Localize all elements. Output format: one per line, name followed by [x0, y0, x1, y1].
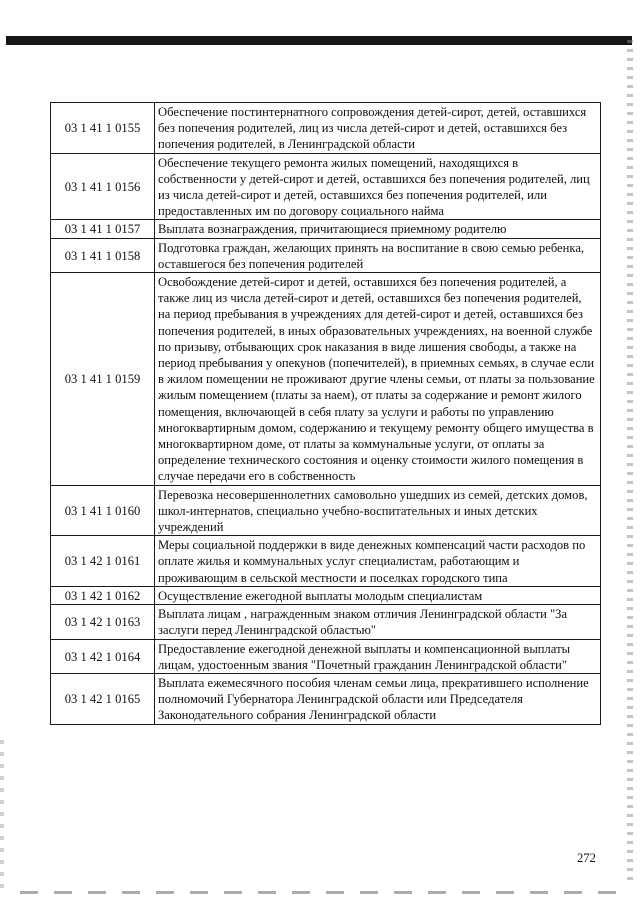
scan-left-edge-noise	[0, 740, 4, 890]
table-row	[51, 673, 601, 724]
table-row	[51, 485, 601, 536]
row-code: 03 1 42 1 0162	[51, 586, 155, 604]
row-description: Выплата ежемесячного пособия членам семьи лица, прекратившего исполнение полномочий Губернатора Ленинградской области или Председателя Законодательного собрания Ленинградской области	[155, 673, 601, 724]
row-description: Осуществление ежегодной выплаты молодым специалистам	[155, 586, 601, 604]
row-code: 03 1 41 1 0155	[51, 103, 155, 154]
table-row	[51, 153, 601, 220]
row-description: Выплата вознаграждения, причитающиеся приемному родителю	[155, 220, 601, 238]
table-row	[51, 639, 601, 673]
row-code: 03 1 42 1 0164	[51, 639, 155, 673]
table-row	[51, 586, 601, 604]
row-code: 03 1 42 1 0161	[51, 536, 155, 587]
row-code: 03 1 41 1 0158	[51, 238, 155, 272]
row-code: 03 1 41 1 0156	[51, 153, 155, 220]
row-description: Меры социальной поддержки в виде денежных компенсаций части расходов по оплате жилья и коммунальных услуг специалистам, работающим и проживающим в сельской местности и поселках городского типа	[155, 536, 601, 587]
scan-top-border	[6, 36, 632, 45]
row-code: 03 1 41 1 0157	[51, 220, 155, 238]
row-description: Выплата лицам , награжденным знаком отличия Ленинградской области "За заслуги перед Ленинградской областью"	[155, 605, 601, 639]
row-description: Предоставление ежегодной денежной выплаты и компенсационной выплаты лицам, удостоенным звания "Почетный гражданин Ленинградской области"	[155, 639, 601, 673]
scan-bottom-edge-noise	[20, 891, 620, 894]
table-row	[51, 536, 601, 587]
table-row	[51, 605, 601, 639]
row-description: Обеспечение постинтернатного сопровождения детей-сирот, детей, оставшихся без попечения родителей, лиц из числа детей-сирот и детей, оставшихся без попечения родителей, в Ленинградской области	[155, 103, 601, 154]
table-row	[51, 103, 601, 154]
budget-codes-table	[50, 102, 601, 725]
table-row	[51, 273, 601, 486]
row-description: Освобождение детей-сирот и детей, оставшихся без попечения родителей, а также лиц из числа детей-сирот и детей, оставшихся без попечения родителей, на период пребывания в учреждениях для детей-сирот и детей, оставшихся без попечения родителей, в иных образовательных учреждениях, на военной службе по призыву, отбывающих срок наказания в виде лишения свободы, а также на период пребывания у опекунов (попечителей), в приемных семьях, в случае если в жилом помещении не проживают другие члены семьи, от платы за пользование жилым помещением (платы за наем), от платы за содержание и ремонт жилого помещения, включающей в себя плату за услуги и работы по управлению многоквартирным домом, содержанию и текущему ремонту общего имущества в многоквартирном доме, от платы за коммунальные услуги, от оплаты за определение технического состояния и оценку стоимости жилого помещения в случае передачи его в собственность	[155, 273, 601, 486]
table-row	[51, 220, 601, 238]
page-number: 272	[577, 851, 596, 865]
row-code: 03 1 42 1 0165	[51, 673, 155, 724]
row-description: Обеспечение текущего ремонта жилых помещений, находящихся в собственности у детей-сирот и детей, оставшихся без попечения родителей, лиц из числа детей-сирот и детей, оставшихся без попечения родителей, или предоставленных им по договору социального найма	[155, 153, 601, 220]
row-description: Подготовка граждан, желающих принять на воспитание в свою семью ребенка, оставшегося без попечения родителей	[155, 238, 601, 272]
scan-right-edge-noise	[627, 40, 633, 880]
row-code: 03 1 42 1 0163	[51, 605, 155, 639]
table-row	[51, 238, 601, 272]
row-description: Перевозка несовершеннолетних самовольно ушедших из семей, детских домов, школ-интернатов, специально учебно-воспитательных и иных детских учреждений	[155, 485, 601, 536]
row-code: 03 1 41 1 0159	[51, 273, 155, 486]
row-code: 03 1 41 1 0160	[51, 485, 155, 536]
